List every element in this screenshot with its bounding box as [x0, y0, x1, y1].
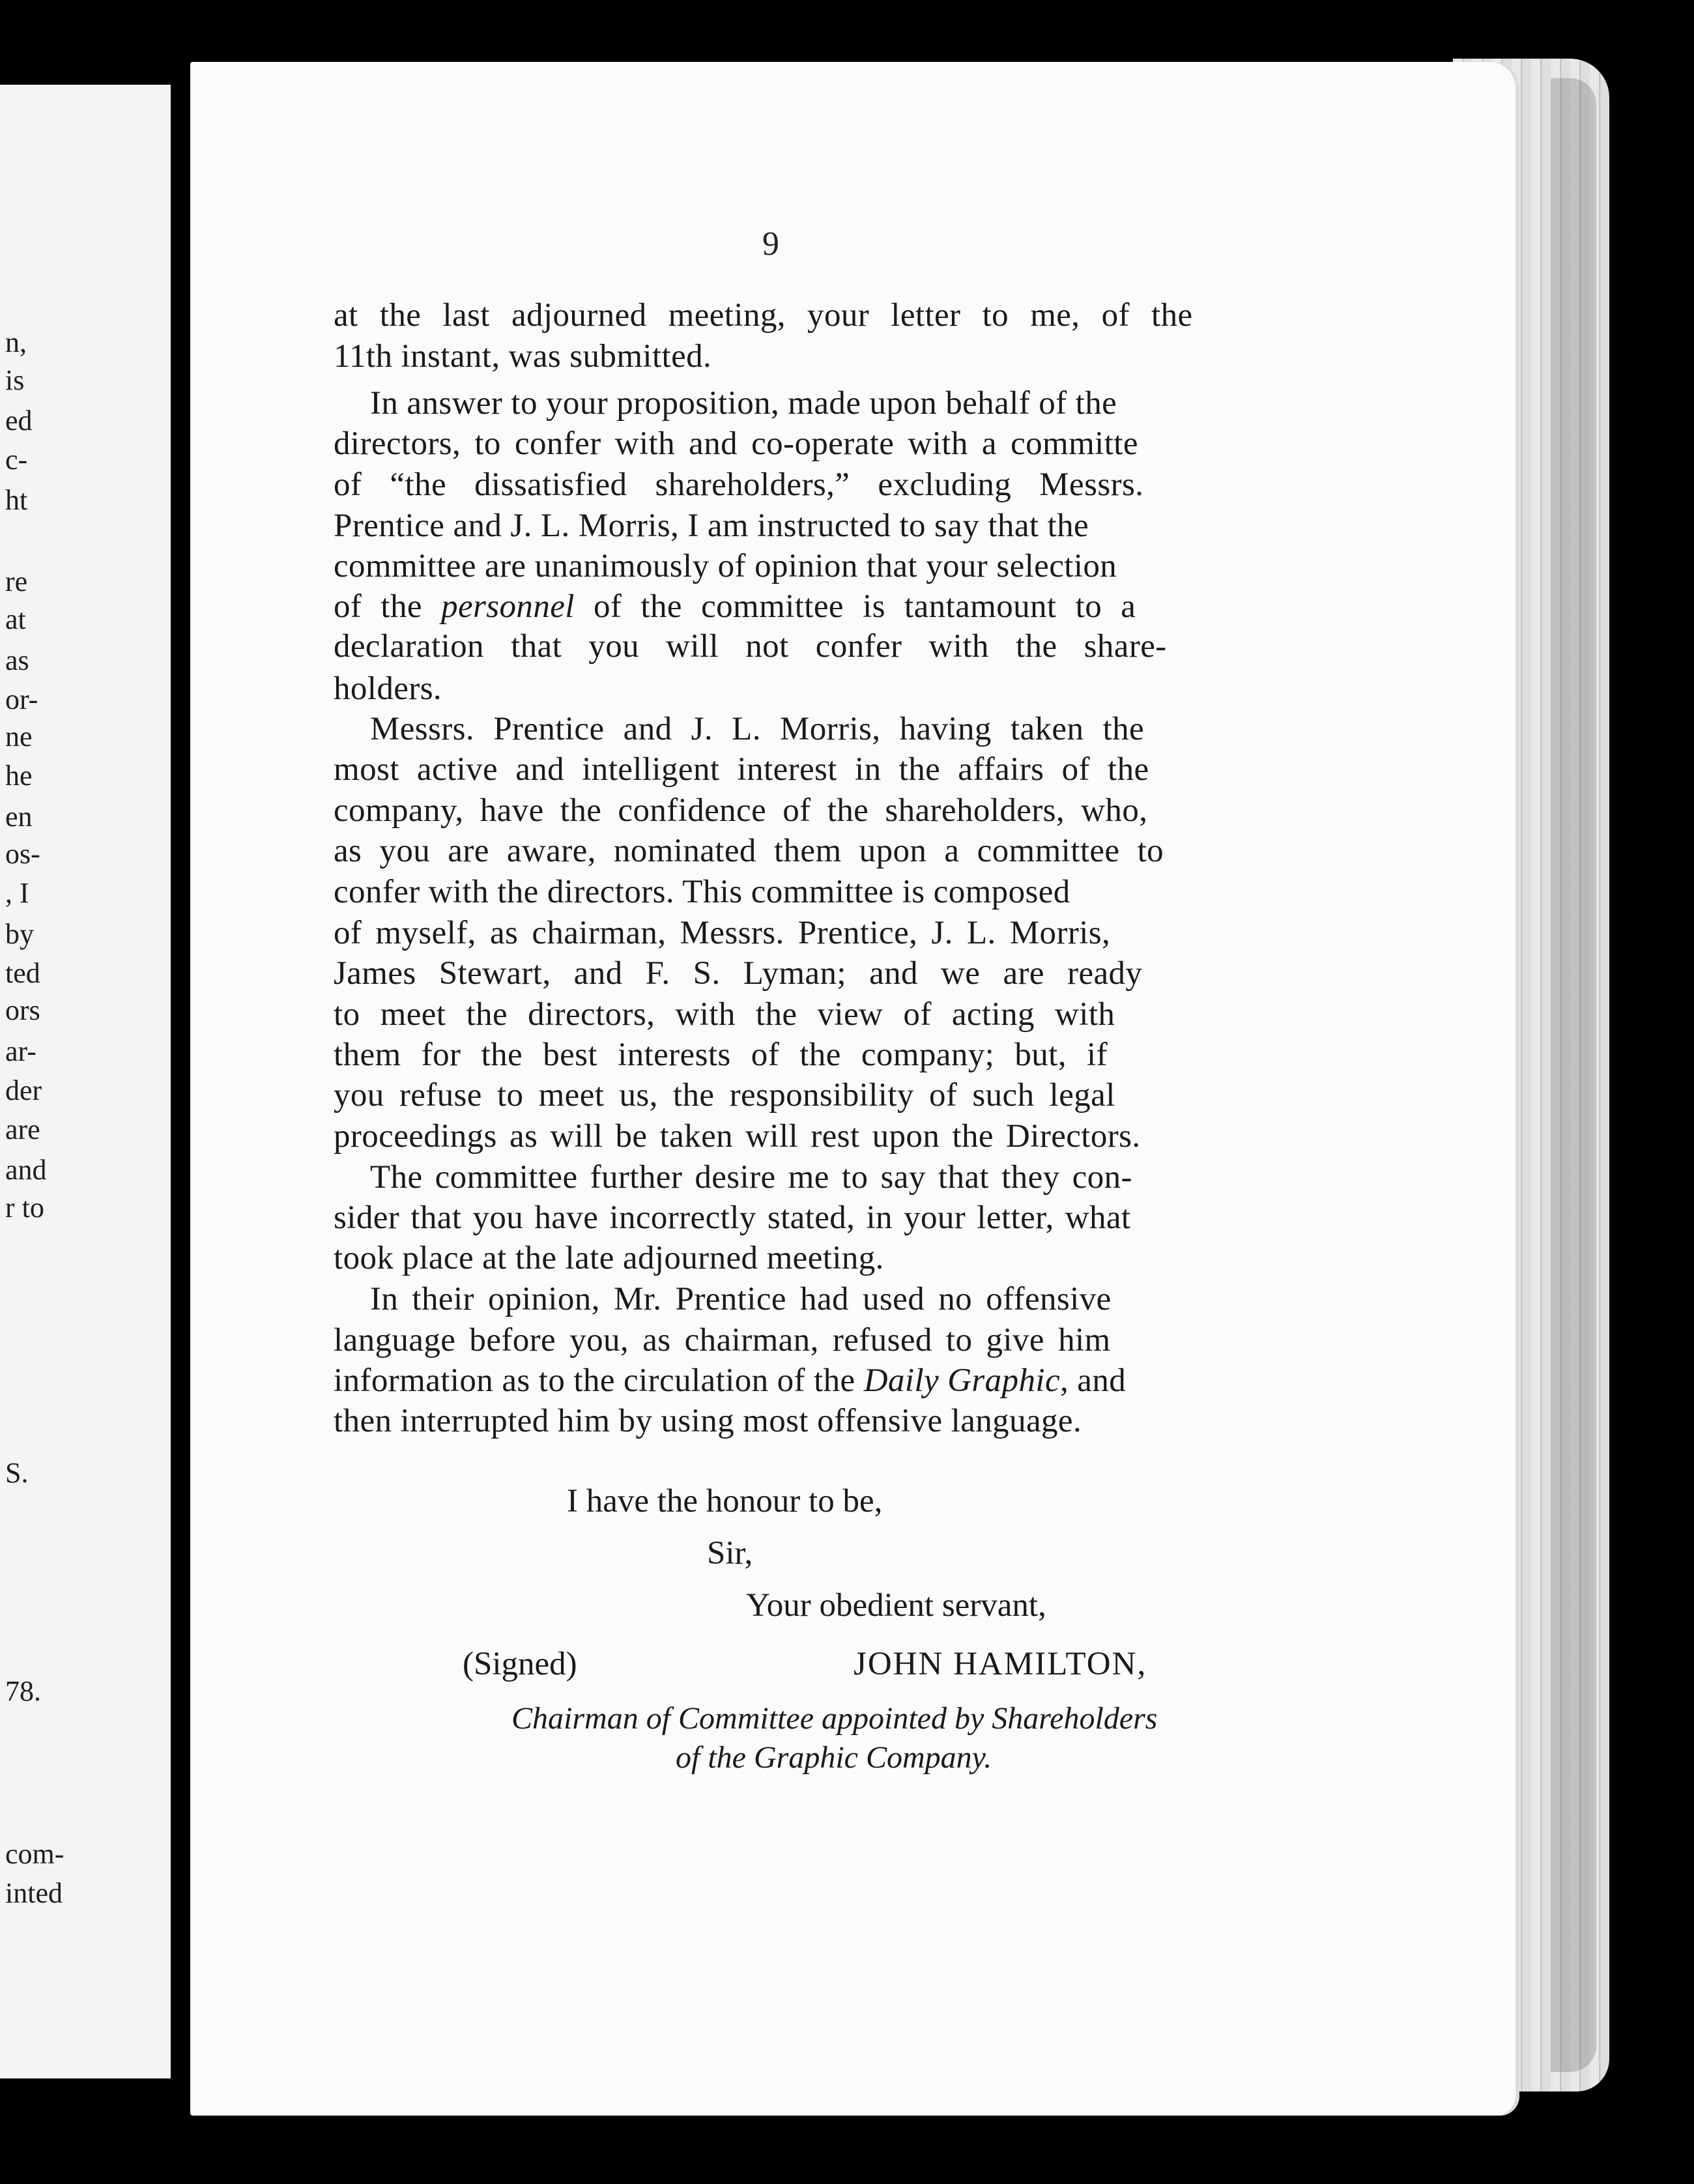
left-fragment: en — [5, 801, 33, 833]
text-line: James Stewart, and F. S. Lyman; and we are ready — [334, 955, 1143, 992]
left-fragment: by — [5, 918, 34, 950]
left-fragment: as — [5, 644, 29, 676]
text-line: committee are unanimously of opinion that your selection — [334, 548, 1117, 584]
left-fragment: ne — [5, 721, 33, 753]
text-line: company, have the confidence of the shareholders, who, — [334, 792, 1148, 829]
left-fragment: or- — [5, 683, 38, 715]
text-line: took place at the late adjourned meeting. — [334, 1240, 884, 1276]
text-line: most active and intelligent interest in the affairs of the — [334, 751, 1149, 788]
text-line: to meet the directors, with the view of acting with — [334, 996, 1115, 1033]
text-line: directors, to confer with and co-operate with a committe — [334, 425, 1138, 462]
text-line: Messrs. Prentice and J. L. Morris, having taken the — [370, 711, 1145, 747]
text-line: then interrupted him by using most offensive language. — [334, 1403, 1082, 1439]
italic-phrase: Daily Graphic — [863, 1362, 1060, 1399]
left-fragment: ar- — [5, 1035, 36, 1067]
left-fragment: ht — [5, 484, 28, 516]
text-line: language before you, as chairman, refused to give him — [334, 1322, 1111, 1358]
text-line: of “the dissatisfied shareholders,” excluding Messrs. — [334, 467, 1144, 503]
signatory-title: of the Graphic Company. — [676, 1740, 992, 1775]
text-line: confer with the directors. This committee is composed — [334, 874, 1070, 910]
left-facing-page-fragment — [0, 85, 171, 2078]
left-fragment: der — [5, 1074, 42, 1106]
text-line: at the last adjourned meeting, your letter to me, of the — [334, 297, 1193, 334]
left-fragment: are — [5, 1114, 40, 1145]
left-fragment: at — [5, 603, 26, 635]
left-fragment: c- — [5, 444, 28, 476]
salutation: Sir, — [707, 1535, 753, 1572]
text-line: as you are aware, nominated them upon a committee to — [334, 833, 1164, 869]
left-fragment: r to — [5, 1192, 44, 1224]
signatory-name: JOHN HAMILTON, — [854, 1646, 1147, 1682]
text-line: 11th instant, was submitted. — [334, 338, 712, 375]
left-fragment: 78. — [5, 1675, 41, 1707]
signed-label: (Signed) — [463, 1646, 577, 1682]
left-fragment: n, — [5, 326, 27, 358]
text-line: of the personnel of the committee is tantamount to a — [334, 588, 1136, 625]
left-fragment: os- — [5, 838, 40, 870]
text-line: information as to the circulation of the Daily Graphic, and — [334, 1362, 1127, 1399]
left-fragment: ors — [5, 994, 40, 1026]
text-line: proceedings as will be taken will rest upon the Directors. — [334, 1118, 1141, 1155]
left-fragment: he — [5, 760, 33, 792]
text-line: The committee further desire me to say that they con- — [370, 1159, 1132, 1196]
left-fragment: is — [5, 364, 25, 396]
text-line: you refuse to meet us, the responsibility of such legal — [334, 1077, 1115, 1114]
text-line: Prentice and J. L. Morris, I am instructed to say that the — [334, 508, 1089, 544]
text-line: declaration that you will not confer with the share- — [334, 628, 1167, 665]
text-line: In their opinion, Mr. Prentice had used no offensive — [370, 1281, 1112, 1317]
page-edge-shadow — [1551, 78, 1596, 2072]
text-line: them for the best interests of the company; but, if — [334, 1037, 1108, 1073]
text-line: In answer to your proposition, made upon behalf of the — [370, 385, 1117, 422]
left-fragment: S. — [5, 1457, 29, 1489]
left-fragment: inted — [5, 1877, 63, 1909]
text-line: of myself, as chairman, Messrs. Prentice, J. L. Morris, — [334, 915, 1111, 951]
closing-line: I have the honour to be, — [567, 1483, 883, 1519]
signatory-title: Chairman of Committee appointed by Shareholders — [511, 1701, 1158, 1736]
left-fragment: re — [5, 566, 28, 597]
left-fragment: and — [5, 1154, 47, 1186]
left-fragment: , I — [5, 877, 29, 909]
left-fragment: ed — [5, 405, 33, 437]
text-line: holders. — [334, 670, 442, 707]
left-fragment: com- — [5, 1838, 65, 1870]
italic-phrase: personnel — [441, 588, 575, 625]
text-line: sider that you have incorrectly stated, in your letter, what — [334, 1200, 1131, 1236]
closing-line: Your obedient servant, — [746, 1587, 1046, 1624]
page-number: 9 — [762, 225, 779, 263]
left-fragment: ted — [5, 957, 40, 989]
